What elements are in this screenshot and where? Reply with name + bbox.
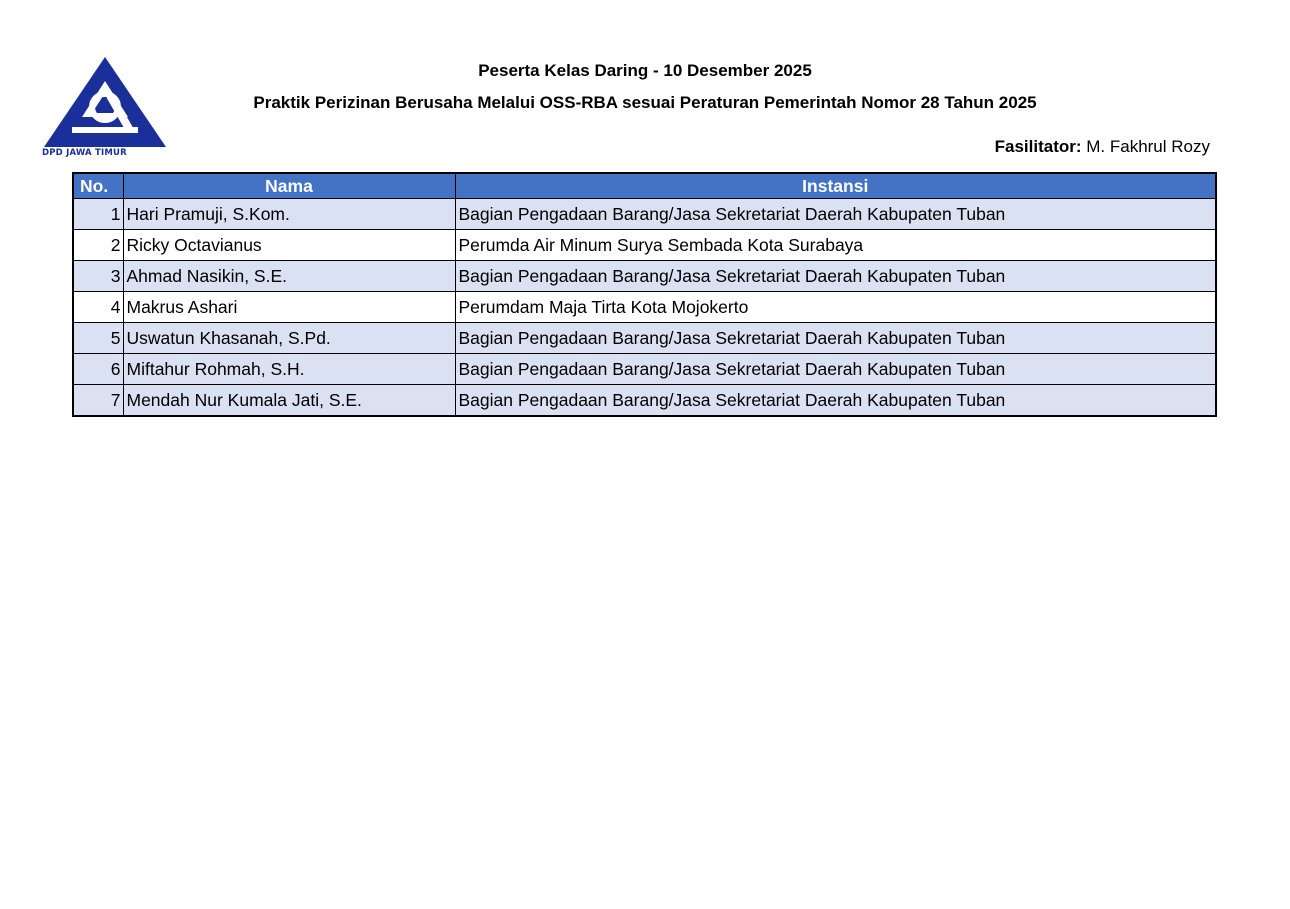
table-row <box>73 385 1216 417</box>
cell-instansi: Perumda Air Minum Surya Sembada Kota Surabaya <box>455 230 1216 261</box>
cell-instansi: Perumdam Maja Tirta Kota Mojokerto <box>455 292 1216 323</box>
cell-no: 1 <box>73 199 123 230</box>
facilitator-name: M. Fakhrul Rozy <box>1086 137 1210 156</box>
cell-nama: Miftahur Rohmah, S.H. <box>123 354 455 385</box>
page-title: Peserta Kelas Daring - 10 Desember 2025 <box>478 61 812 80</box>
cell-no: 7 <box>73 385 123 417</box>
facilitator-label: Fasilitator: <box>994 137 1082 156</box>
cell-instansi: Bagian Pengadaan Barang/Jasa Sekretariat Daerah Kabupaten Tuban <box>455 199 1216 230</box>
cell-no: 6 <box>73 354 123 385</box>
column-header-instansi: Instansi <box>455 173 1216 199</box>
table-row <box>73 230 1216 261</box>
table-header-row <box>73 173 1216 199</box>
cell-no: 2 <box>73 230 123 261</box>
participants-table <box>72 172 1217 417</box>
cell-nama: Mendah Nur Kumala Jati, S.E. <box>123 385 455 417</box>
column-header-no: No. <box>73 173 123 199</box>
cell-instansi: Bagian Pengadaan Barang/Jasa Sekretariat Daerah Kabupaten Tuban <box>455 261 1216 292</box>
table-row <box>73 354 1216 385</box>
cell-instansi: Bagian Pengadaan Barang/Jasa Sekretariat Daerah Kabupaten Tuban <box>455 323 1216 354</box>
cell-nama: Hari Pramuji, S.Kom. <box>123 199 455 230</box>
cell-nama: Makrus Ashari <box>123 292 455 323</box>
cell-no: 4 <box>73 292 123 323</box>
logo-caption: DPD JAWA TIMUR <box>42 148 127 158</box>
cell-no: 3 <box>73 261 123 292</box>
table-row <box>73 292 1216 323</box>
table-row <box>73 261 1216 292</box>
table-row <box>73 323 1216 354</box>
cell-nama: Ricky Octavianus <box>123 230 455 261</box>
cell-nama: Ahmad Nasikin, S.E. <box>123 261 455 292</box>
page-subtitle: Praktik Perizinan Berusaha Melalui OSS-RBA sesuai Peraturan Pemerintah Nomor 28 Tahun 2025 <box>253 93 1037 112</box>
cell-no: 5 <box>73 323 123 354</box>
cell-instansi: Bagian Pengadaan Barang/Jasa Sekretariat Daerah Kabupaten Tuban <box>455 385 1216 417</box>
cell-nama: Uswatun Khasanah, S.Pd. <box>123 323 455 354</box>
cell-instansi: Bagian Pengadaan Barang/Jasa Sekretariat Daerah Kabupaten Tuban <box>455 354 1216 385</box>
facilitator-line <box>995 136 1210 158</box>
table-row <box>73 199 1216 230</box>
column-header-nama: Nama <box>123 173 455 199</box>
